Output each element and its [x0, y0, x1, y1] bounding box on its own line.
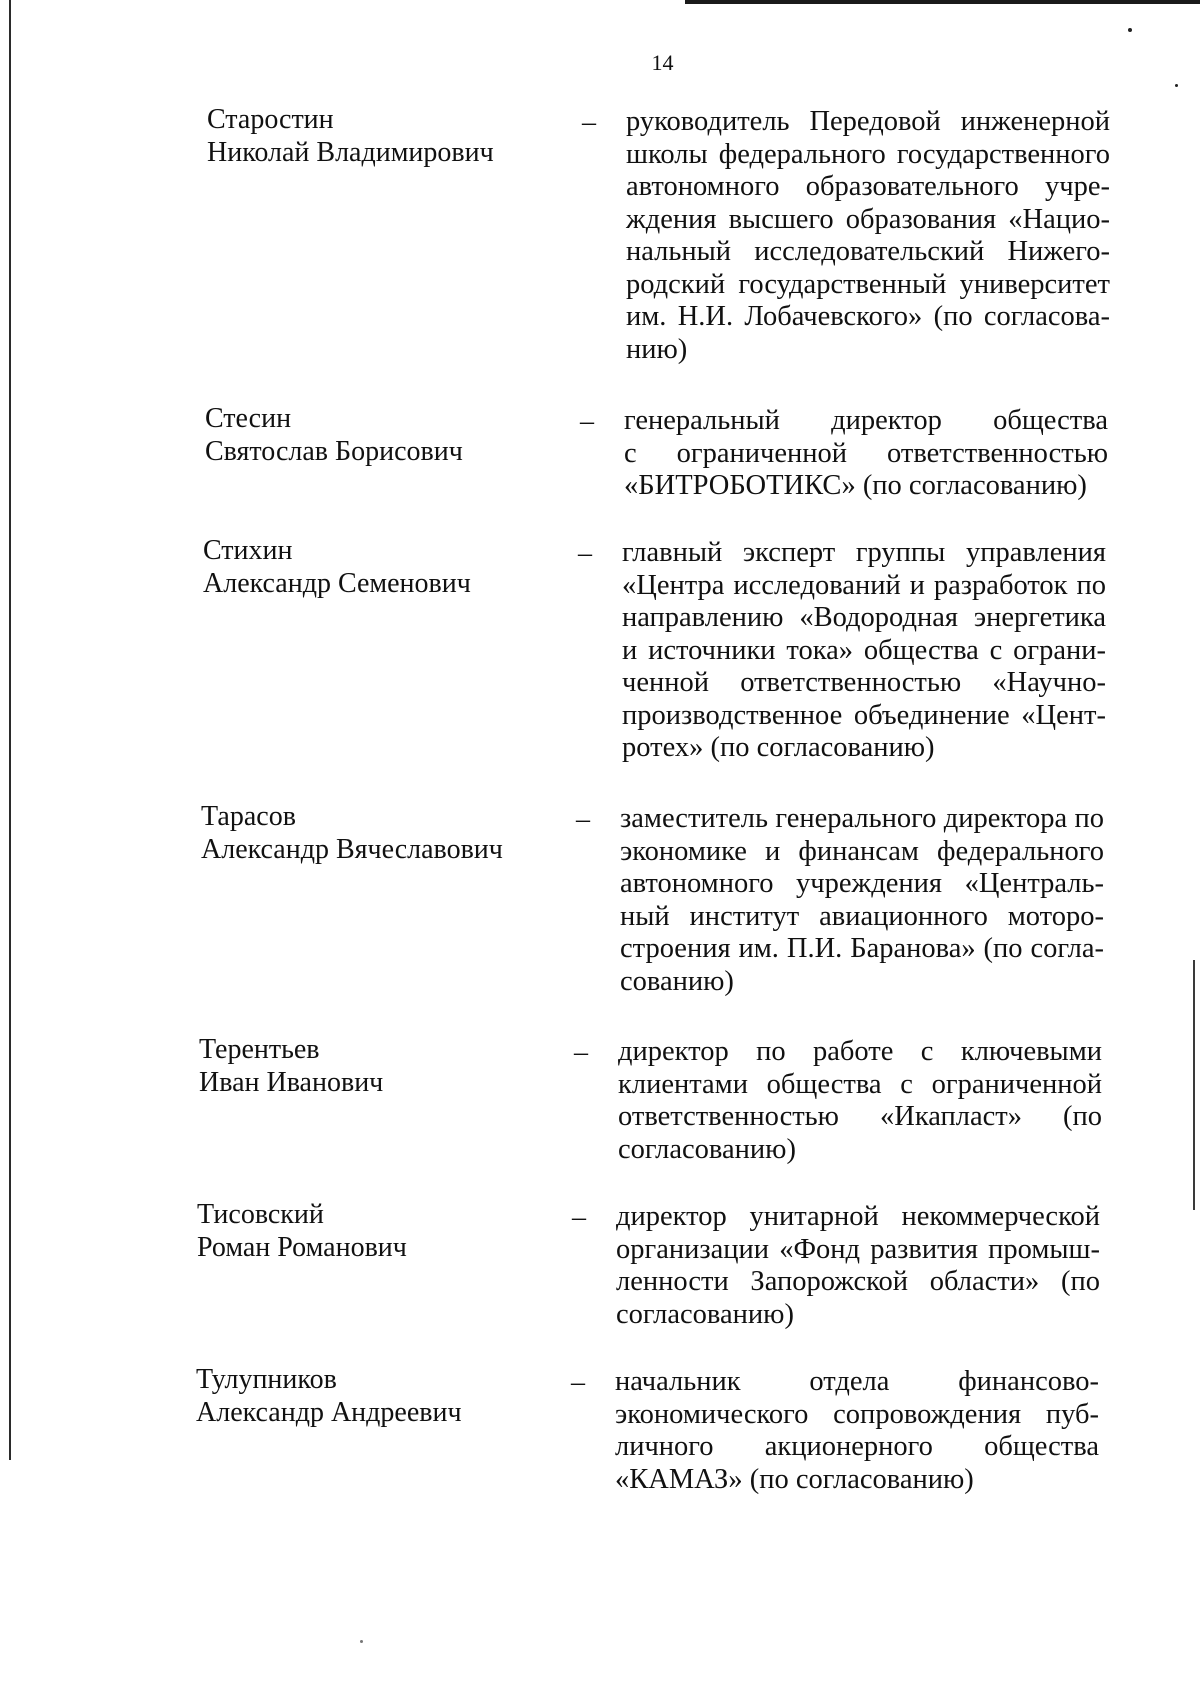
- member-position: [622, 537, 1106, 765]
- member-surname: Терентьев: [199, 1034, 320, 1065]
- scan-speck: [1175, 84, 1178, 87]
- position-line: «КАМАЗ» (по согласованию): [615, 1463, 974, 1495]
- page-number: 14: [651, 50, 674, 75]
- member-given-names: Иван Иванович: [199, 1067, 384, 1098]
- member-position: [616, 1201, 1100, 1331]
- position-line: сованию): [620, 965, 734, 997]
- position-line: школы федерального государственного: [626, 138, 1110, 170]
- position-line: автономного образовательного учре-: [626, 171, 1110, 202]
- position-line: производственное объединение «Цент-: [622, 699, 1106, 731]
- position-line: родский государственный университет: [626, 268, 1110, 300]
- position-line: направлению «Водородная энергетика: [622, 602, 1106, 633]
- entry-dash: –: [582, 107, 596, 138]
- scan-border-right: [1193, 960, 1195, 1210]
- position-line: ченной ответственностью «Научно-: [622, 667, 1106, 698]
- member-surname: Тисовский: [197, 1199, 324, 1230]
- position-line: клиентами общества с ограниченной: [618, 1068, 1102, 1100]
- position-line: автономного учреждения «Централь-: [620, 868, 1104, 899]
- position-line: экономике и финансам федерального: [620, 835, 1104, 867]
- member-position: [620, 803, 1104, 998]
- position-line: личного акционерного общества: [615, 1431, 1099, 1462]
- position-line: им. Н.И. Лобачевского» (по согласова-: [626, 301, 1110, 332]
- scan-speck: [360, 1640, 363, 1643]
- member-surname: Тулупников: [196, 1364, 337, 1395]
- member-position: [615, 1366, 1099, 1496]
- member-given-names: Александр Андреевич: [196, 1397, 462, 1428]
- entry-dash: –: [578, 538, 592, 569]
- position-line: начальник отдела финансово-: [615, 1366, 1099, 1397]
- entry-dash: –: [576, 804, 590, 835]
- position-line: главный эксперт группы управления: [622, 537, 1106, 568]
- position-line: строения им. П.И. Баранова» (по согла-: [620, 933, 1104, 964]
- entry-dash: –: [572, 1202, 586, 1233]
- position-line: согласованию): [616, 1298, 794, 1330]
- member-given-names: Николай Владимирович: [207, 137, 494, 168]
- member-position: [618, 1036, 1102, 1166]
- member-given-names: Александр Вячеславович: [201, 834, 503, 865]
- position-line: с ограниченной ответственностью: [624, 437, 1108, 469]
- position-line: директор по работе с ключевыми: [618, 1036, 1102, 1067]
- position-line: экономического сопровождения пуб-: [615, 1398, 1099, 1430]
- position-line: согласованию): [618, 1133, 796, 1165]
- member-surname: Тарасов: [201, 801, 296, 832]
- position-line: ротех» (по согласованию): [622, 732, 935, 763]
- position-line: ленности Запорожской области» (по: [616, 1266, 1100, 1297]
- member-position: [624, 405, 1108, 503]
- entry-dash: –: [571, 1367, 585, 1398]
- position-line: «Центра исследований и разработок по: [622, 569, 1106, 601]
- entry-dash: –: [580, 406, 594, 437]
- member-given-names: Святослав Борисович: [205, 436, 463, 467]
- position-line: ный институт авиационного моторо-: [620, 900, 1104, 932]
- scan-speck: [1128, 28, 1132, 32]
- position-line: генеральный директор общества: [624, 405, 1108, 436]
- position-line: руководитель Передовой инженерной: [626, 106, 1110, 137]
- member-given-names: Роман Романович: [197, 1232, 407, 1263]
- position-line: и источники тока» общества с ограни-: [622, 634, 1106, 666]
- position-line: «БИТРОБОТИКС» (по согласованию): [624, 470, 1087, 501]
- member-surname: Стесин: [205, 403, 292, 434]
- position-line: организации «Фонд развития промыш-: [616, 1233, 1100, 1265]
- member-surname: Старостин: [207, 104, 334, 135]
- member-given-names: Александр Семенович: [203, 568, 471, 599]
- entry-dash: –: [574, 1037, 588, 1068]
- position-line: ждения высшего образования «Нацио-: [626, 203, 1110, 235]
- scan-border-left: [9, 0, 11, 1460]
- position-line: заместитель генерального директора по: [620, 803, 1104, 834]
- position-line: нию): [626, 333, 688, 365]
- position-line: директор унитарной некоммерческой: [616, 1201, 1100, 1232]
- position-line: нальный исследовательский Нижего-: [626, 236, 1110, 267]
- position-line: ответственностью «Икапласт» (по: [618, 1101, 1102, 1132]
- member-surname: Стихин: [203, 535, 293, 566]
- member-position: [626, 106, 1110, 366]
- scan-border-top: [685, 0, 1200, 4]
